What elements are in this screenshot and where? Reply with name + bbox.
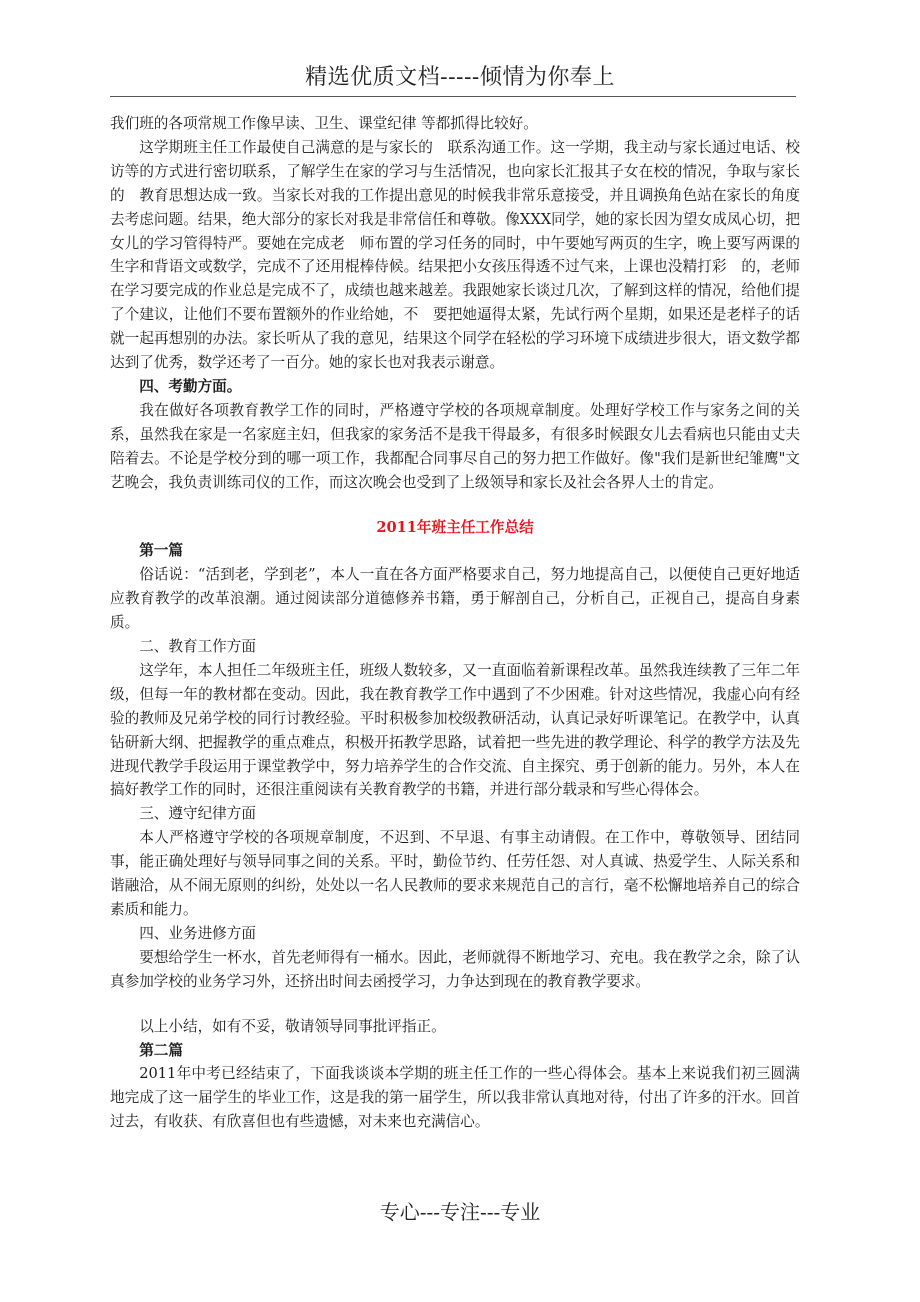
document-title: 2011年班主任工作总结 xyxy=(376,518,534,536)
paragraph-discipline: 本人严格遵守学校的各项规章制度，不迟到、不早退、有事主动请假。在工作中，尊敬领导、团结同事，能正确处理好与领导同事之间的关系。平时，勤俭节约、任劳任怨、对人真诚、热爱学生、人际关系和谐融洽，从不闹无原则的纠纷，处处以一名人民教师的要求来规范自己的言行，毫不松懈地培养自己的综合素质和能力。 xyxy=(110,829,800,918)
paragraph-attendance: 我在做好各项教育教学工作的同时，严格遵守学校的各项规章制度。处理好学校工作与家务之间的关系，虽然我在家是一名家庭主妇，但我家的家务活不是我干得最多，有很多时候跟女儿去看病也只能由丈夫陪着去。不论是学校分到的哪一项工作，我都配合同事尽自己的努力把工作做好。像"我们是新世纪雏鹰"文艺晚会，我负责训练司仪的工作，而这次晚会也受到了上级领导和家长及社会各界人士的肯定。 xyxy=(110,401,800,491)
paragraph-exam-summary: 2011年中考已经结束了，下面我谈谈本学期的班主任工作的一些心得体会。基本上来说我们初三圆满地完成了这一届学生的毕业工作，这是我的第一届学生，所以我非常认真地对待，付出了许多的汗水。回首过去，有收获、有欣喜但也有些遗憾，对未来也充满信心。 xyxy=(110,1065,800,1131)
paragraph-routine: 我们班的各项常规工作像早读、卫生、课堂纪律 等都抓得比较好。 xyxy=(110,115,538,132)
page-footer: 专心---专注---专业 xyxy=(379,1200,541,1224)
spacer xyxy=(110,495,800,516)
paragraph-parent-communication: 这学期班主任工作最使自己满意的是与家长的 联系沟通工作。这一学期，我主动与家长通过电话、校访等的方式进行密切联系，了解学生在家的学习与生活情况，也向家长汇报其子女在校的情况，争取与家长的 教育思想达成一致。当家长对我的工作提出意见的时候我非常乐意接受，并且调换角色站在家长的角度去考虑问题。结果，绝大部分的家长对我是非常信任和尊敬。像XXX同学，她的家长因为望女成凤心切，把女儿的学习管得特严。要她在完成老 师布置的学习任务的同时，中午要她写两页的生字，晚上要写两课的生字和背语文或数学，完成不了还用棍棒侍候。结果把小女孩压得透不过气来，上课也没精打彩 的，老师在学习要完成的作业总是完成不了，成绩也越来越差。我跟她家长谈过几次，了解到这样的情况，给他们提了个建议，让他们不要布置额外的作业给她，不 要把她逼得太紧，先试行两个星期，如果还是老样子的话就一起再想别的办法。家长听从了我的意见，结果这个同学在轻松的学习环境下成绩进步很大，语文数学都 达到了优秀，数学还考了一百分。她的家长也对我表示谢意。 xyxy=(110,138,800,372)
page-header: 精选优质文档-----倾情为你奉上 xyxy=(305,65,615,90)
paragraph-teaching: 这学年，本人担任二年级班主任，班级人数较多，又一直面临着新课程改革。虽然我连续教了三年二年级，但每一年的教材都在变动。因此，我在教育教学工作中遇到了不少困难。针对这些情况，我虚心向有经验的教师及兄弟学校的同行讨教经验。平时积极参加校级教研活动，认真记录好听课笔记。在教学中，认真钻研新大纲、把握教学的重点难点，积极开拓教学思路，试着把一些先进的教学理论、科学的教学方法及先进现代教学手段运用于课堂教学中，努力培养学生的合作交流、自主探究、勇于创新的能力。另外，本人在搞好教学工作的同时，还很注重阅读有关教育教学的书籍，并进行部分载录和写些心得体会。 xyxy=(110,661,800,799)
paragraph-closing: 以上小结，如有不妥，敬请领导同事批评指正。 xyxy=(139,1017,446,1035)
document-body xyxy=(110,112,800,1134)
part-one-heading: 第一篇 xyxy=(139,542,183,560)
part-two-heading: 第二篇 xyxy=(139,1041,183,1059)
section-heading-discipline: 三、遵守纪律方面 xyxy=(139,805,256,823)
spacer xyxy=(110,994,800,1015)
section-heading-teaching: 二、教育工作方面 xyxy=(139,638,256,656)
paragraph-self-improvement: 俗话说：“活到老，学到老”，本人一直在各方面严格要求自己，努力地提高自己，以便使自己更好地适应教育教学的改革浪潮。通过阅读部分道德修养书籍，勇于解剖自己，分析自己，正视自己，提高自身素质。 xyxy=(110,566,800,632)
section-heading-attendance: 四、考勤方面。 xyxy=(139,377,242,395)
header-divider xyxy=(110,96,796,97)
paragraph-study: 要想给学生一杯水，首先老师得有一桶水。因此，老师就得不断地学习、充电。我在教学之余，除了认真参加学校的业务学习外，还挤出时间去函授学习，力争达到现在的教育教学要求。 xyxy=(110,948,800,990)
section-heading-study: 四、业务进修方面 xyxy=(139,924,256,942)
